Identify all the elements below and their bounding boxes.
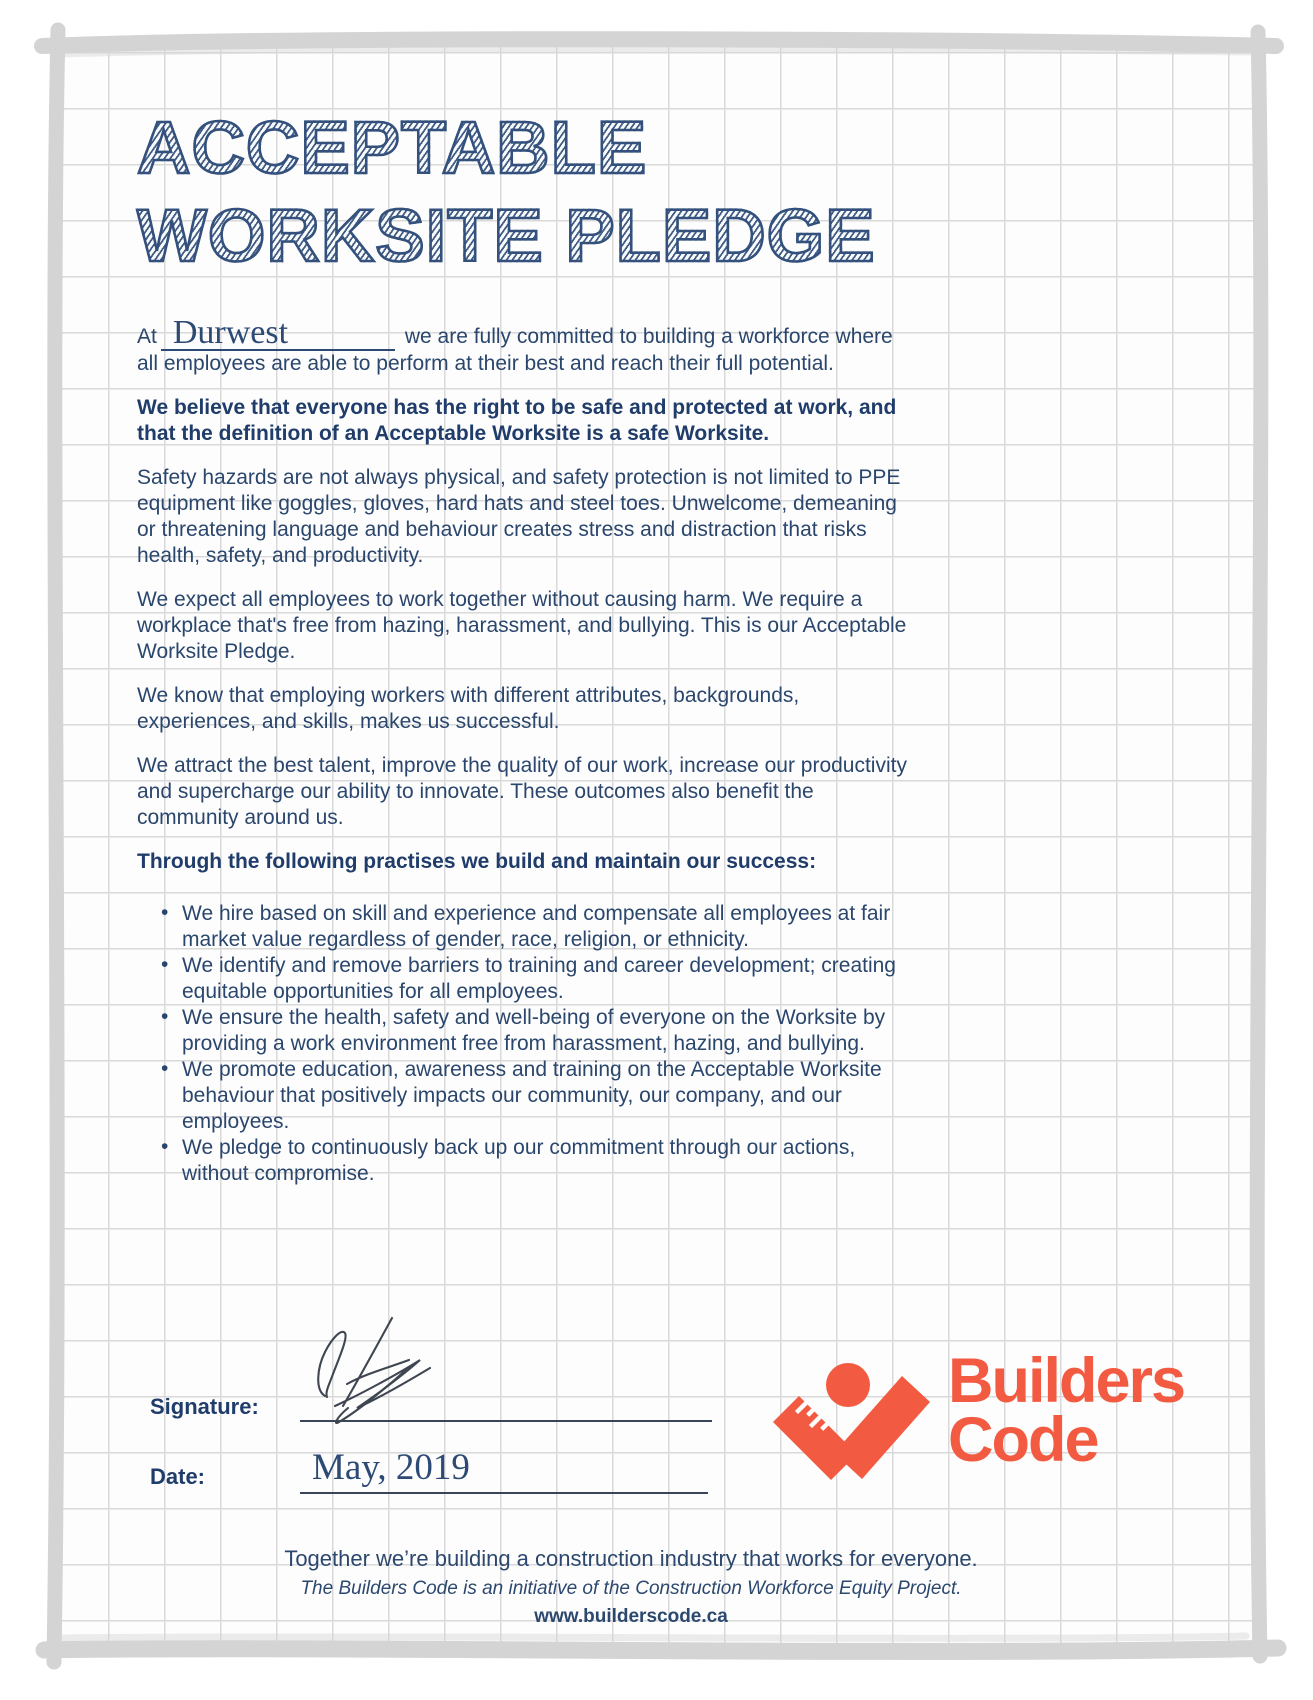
bullet-icon: • — [161, 901, 169, 924]
footer-initiative-note: The Builders Code is an initiative of the Construction Workforce Equity Project. — [300, 1578, 962, 1599]
signature-label: Signature: — [150, 1394, 259, 1419]
bullet-text: We ensure the health, safety and well-being of everyone on the Worksite by providing a work environment free from harassment, hazing, and bullying. — [182, 1006, 886, 1055]
paragraph-practises: Through the following practises we build and maintain our success: — [137, 850, 817, 873]
date-line — [300, 1492, 708, 1494]
bullet-icon: • — [161, 1135, 169, 1158]
bullet-icon: • — [161, 953, 169, 976]
bullet-text: We hire based on skill and experience and compensate all employees at fair market value regardless of gender, race, religion, or ethnicity. — [182, 902, 891, 951]
list-item — [137, 1135, 917, 1187]
paragraph-know: We know that employing workers with different attributes, backgrounds, experiences, and skills, makes us successful. — [137, 684, 800, 733]
wordmark-line-1: Builders — [948, 1346, 1185, 1416]
title-line-2: WORKSITE PLEDGE — [137, 192, 1037, 280]
list-item — [137, 1005, 917, 1057]
intro-paragraph — [137, 314, 917, 377]
paragraph-attract: We attract the best talent, improve the quality of our work, increase our productivity and supercharge our ability to innovate. These outcomes also benefit the community around us. — [137, 754, 907, 829]
bullet-text: We promote education, awareness and training on the Acceptable Worksite behaviour that positively impacts our community, our company, and our employees. — [182, 1058, 882, 1133]
paragraph-safety: Safety hazards are not always physical, and safety protection is not limited to PPE equipment like goggles, gloves, hard hats and steel toes. Unwelcome, demeaning or threatening language and behaviour creates stress and distraction that risks health, safety, and productivity. — [137, 466, 901, 567]
builders-code-logo-icon — [770, 1363, 934, 1485]
bullet-text: We identify and remove barriers to training and career development; creating equitable opportunities for all employees. — [182, 954, 896, 1003]
bullet-icon: • — [161, 1005, 169, 1028]
title-line-1: ACCEPTABLE — [137, 104, 1037, 192]
pledge-body — [137, 280, 917, 1187]
intro-text: we are fully committed to building a workforce where all employees are able to perform at their best and reach their full potential. — [137, 325, 893, 375]
paragraph-expect: We expect all employees to work together without causing harm. We require a workplace that's free from hazing, harassment, and bullying. This is our Acceptable Worksite Pledge. — [137, 588, 907, 663]
footer-tagline: Together we’re building a construction industry that works for everyone. — [284, 1546, 978, 1571]
pledge-bullet-list — [137, 901, 917, 1187]
list-item — [137, 1057, 917, 1135]
builders-code-wordmark — [948, 1346, 1185, 1475]
company-name-field: Durwest — [161, 320, 395, 351]
paragraph-believe: We believe that everyone has the right to be safe and protected at work, and that the definition of an Acceptable Worksite is a safe Worksite. — [137, 396, 897, 445]
signature-scribble — [312, 1312, 440, 1424]
bullet-icon: • — [161, 1057, 169, 1080]
footer — [58, 1546, 1204, 1629]
footer-website: www.builderscode.ca — [534, 1606, 728, 1627]
date-label: Date: — [150, 1464, 206, 1489]
list-item — [137, 901, 917, 953]
list-item — [137, 953, 917, 1005]
bullet-text: We pledge to continuously back up our commitment through our actions, without compromise. — [182, 1136, 856, 1185]
intro-prefix: At — [137, 325, 157, 348]
date-value: May, 2019 — [312, 1447, 470, 1488]
wordmark-line-2: Code — [948, 1405, 1098, 1475]
document-title — [137, 104, 1037, 280]
